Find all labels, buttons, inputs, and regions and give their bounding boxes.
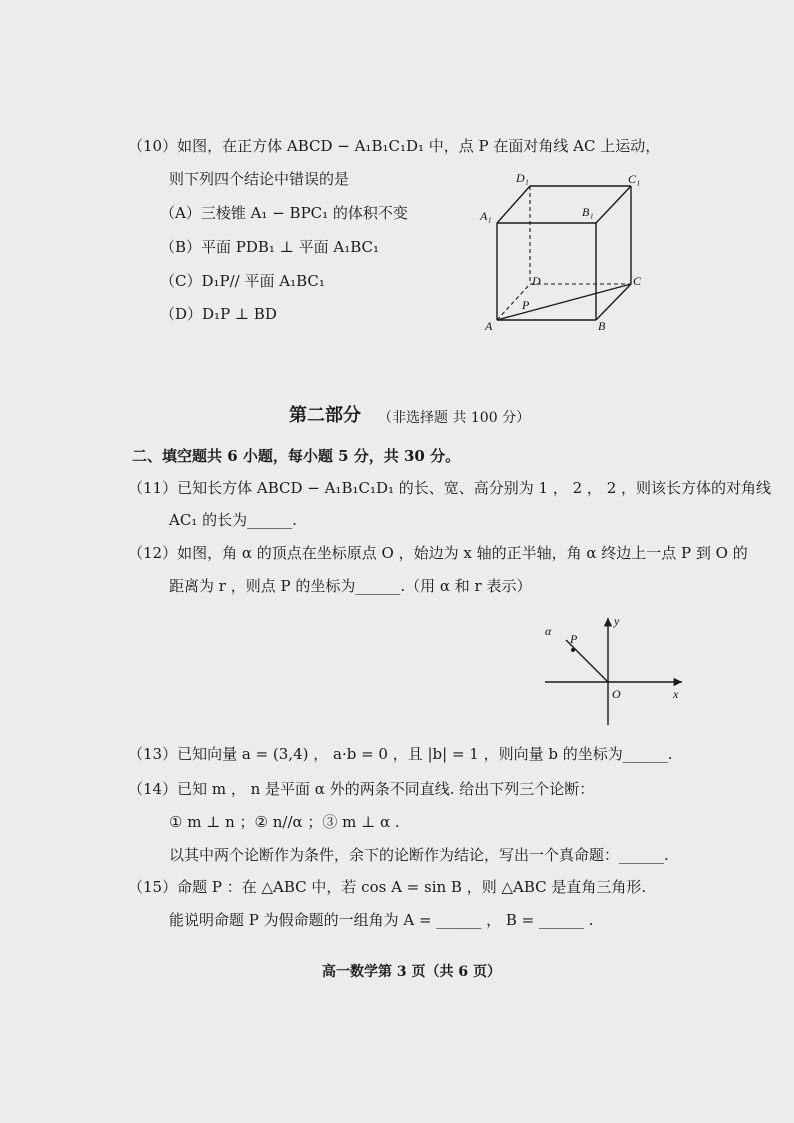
label-c1: C₁ — [628, 172, 641, 186]
q15-line2: 能说明命题 P 为假命题的一组角为 A = ______ ， B = ______ . — [169, 911, 594, 929]
label-alpha: α — [545, 624, 552, 638]
label-b: B — [598, 319, 606, 333]
label-a1: A₁ — [480, 209, 492, 223]
angle-graph — [535, 610, 695, 730]
q11-line2: AC₁ 的长为______. — [169, 511, 297, 529]
q12-line1: （12）如图，角 α 的顶点在坐标原点 O ，始边为 x 轴的正半轴，角 α 终边上一点 P 到 O 的 — [128, 544, 748, 562]
q12-line2: 距离为 r ，则点 P 的坐标为______.（用 α 和 r 表示） — [169, 577, 532, 595]
q10-stem: （10）如图，在正方体 ABCD − A₁B₁C₁D₁ 中，点 P 在面对角线 AC 上运动， — [128, 137, 661, 155]
label-point-p: P — [570, 632, 578, 646]
q14-line2: ① m ⊥ n ；② n//α ；③ m ⊥ α . — [169, 813, 400, 831]
label-p: P — [522, 298, 530, 312]
part2-subtitle: （非选择题 共 100 分） — [378, 410, 531, 426]
label-d1: D₁ — [516, 171, 529, 185]
q10-option-c: （C）D₁P// 平面 A₁BC₁ — [160, 272, 325, 290]
q13-line1: （13）已知向量 a = (3,4) ， a·b = 0 ，且 |b| = 1 ，则向量 b 的坐标为______. — [128, 745, 673, 763]
label-a: A — [485, 319, 493, 333]
q10-option-b: （B）平面 PDB₁ ⊥ 平面 A₁BC₁ — [160, 238, 379, 256]
q10-option-d: （D）D₁P ⊥ BD — [160, 305, 277, 323]
label-c: C — [633, 274, 642, 288]
q14-line1: （14）已知 m ， n 是平面 α 外的两条不同直线. 给出下列三个论断： — [128, 780, 595, 798]
part2-title: 第二部分 — [289, 405, 361, 426]
section2-header: 二、填空题共 6 小题，每小题 5 分，共 30 分。 — [132, 447, 461, 465]
cube-figure — [470, 165, 660, 345]
page-footer: 高一数学第 3 页（共 6 页） — [322, 964, 501, 980]
q15-line1: （15）命题 P ：在 △ABC 中，若 cos A = sin B ，则 △ABC 是直角三角形. — [128, 878, 647, 896]
q10-option-a: （A）三棱锥 A₁ − BPC₁ 的体积不变 — [160, 204, 408, 222]
label-x-axis: x — [673, 687, 679, 701]
label-b1: B₁ — [582, 205, 594, 219]
label-origin: O — [612, 687, 621, 701]
label-d: D — [532, 274, 541, 288]
q14-line3: 以其中两个论断作为条件，余下的论断作为结论，写出一个真命题：______. — [169, 846, 669, 864]
label-y-axis: y — [614, 614, 620, 628]
q11-line1: （11）已知长方体 ABCD − A₁B₁C₁D₁ 的长、宽、高分别为 1 ， 2 ， 2 ，则该长方体的对角线 — [128, 479, 772, 497]
q10-prompt: 则下列四个结论中错误的是 — [169, 170, 350, 188]
